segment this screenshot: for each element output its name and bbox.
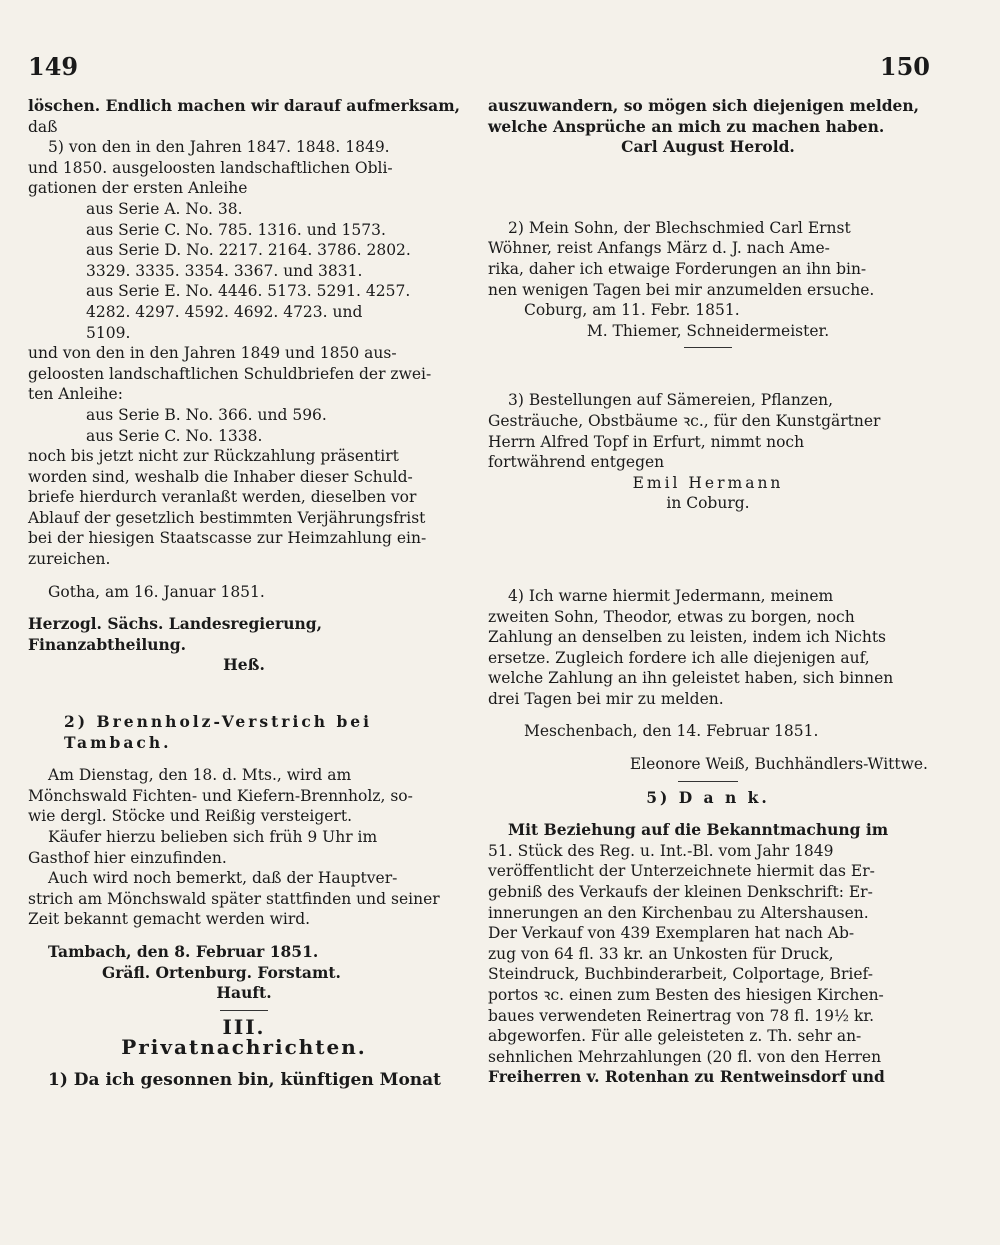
text-line: portos ꝛc. einen zum Besten des hiesigen Kirchen- — [488, 986, 884, 1004]
text-line: worden sind, weshalb die Inhaber dieser Schuld- — [28, 467, 413, 486]
signer-name: Heß. — [223, 655, 265, 675]
left-column — [28, 96, 460, 1091]
series-line: aus Serie A. No. 38. — [86, 199, 243, 218]
text-line: gationen der ersten Anleihe — [28, 179, 248, 198]
signer-name: M. Thiemer, Schneidermeister. — [586, 321, 830, 340]
text-line: Ablauf der gesetzlich bestimmten Verjährungsfrist — [28, 508, 426, 527]
text-line: fortwährend entgegen — [488, 453, 665, 472]
text-line: Gesträuche, Obstbäume ꝛc., für den Kunstgärtner — [488, 411, 881, 430]
page-number-right: 150 — [879, 52, 930, 81]
text-line: Zahlung an denselben zu leisten, indem ich Nichts — [488, 628, 887, 647]
text-line: Herrn Alfred Topf in Erfurt, nimmt noch — [488, 432, 805, 451]
text-line: briefe hierdurch veranlaßt werden, dieselben vor — [28, 488, 417, 507]
text-line: Steindruck, Buchbinderarbeit, Colportage, Brief- — [488, 965, 873, 984]
text-line: geloosten landschaftlichen Schuldbriefen der zwei- — [28, 364, 432, 383]
text-line: Wöhner, reist Anfangs März d. J. nach Ame- — [488, 239, 830, 258]
dateline: Coburg, am 11. Febr. 1851. — [524, 301, 740, 320]
series-line: 5109. — [86, 323, 131, 342]
text-line: wie dergl. Stöcke und Reißig versteigert. — [28, 807, 353, 826]
series-line: aus Serie E. No. 4446. 5173. 5291. 4257. — [86, 282, 411, 301]
text-line: sehnlichen Mehrzahlungen (20 fl. von den Herren — [488, 1047, 882, 1066]
dateline: Gotha, am 16. Januar 1851. — [48, 582, 265, 601]
text-line: innerungen an den Kirchenbau zu Altershausen. — [488, 903, 869, 922]
text-line: 3) Bestellungen auf Sämereien, Pflanzen, — [508, 391, 834, 410]
text-line: nen wenigen Tagen bei mir anzumelden ersuche. — [488, 280, 875, 299]
section-heading-number: III. — [222, 1014, 266, 1039]
text-line: löschen. Endlich machen wir darauf aufmerksam, — [28, 96, 460, 115]
text-line: Freiherren v. Rotenhan zu Rentweinsdorf und — [488, 1067, 885, 1087]
series-line: aus Serie D. No. 2217. 2164. 3786. 2802. — [86, 241, 411, 260]
section-title: 5) D a n k. — [646, 787, 770, 807]
text-line: bei der hiesigen Staatscasse zur Heimzahlung ein- — [28, 529, 427, 548]
text-line: 4) Ich warne hiermit Jedermann, meinem — [508, 586, 834, 605]
series-line: 4282. 4297. 4592. 4692. 4723. und — [86, 302, 363, 321]
text-line: und 1850. ausgeloosten landschaftlichen Obli- — [28, 158, 393, 177]
section-title: 2) Brennholz-Verstrich bei Tambach. — [64, 712, 373, 752]
section-heading-title: Privatnachrichten. — [121, 1035, 367, 1060]
divider — [684, 347, 732, 348]
signer-name: Hauft. — [216, 983, 272, 1003]
page-number-left: 149 — [28, 52, 79, 81]
text-line: rika, daher ich etwaige Forderungen an ihn bin- — [488, 259, 867, 278]
text-line: Gasthof hier einzufinden. — [28, 848, 227, 867]
series-line: aus Serie B. No. 366. und 596. — [86, 405, 327, 424]
text-line: strich am Mönchswald später stattfinden und seiner — [28, 889, 440, 908]
text-line: ersetze. Zugleich fordere ich alle diejenigen auf, — [488, 648, 870, 667]
text-line: auszuwandern, so mögen sich diejenigen melden, — [488, 96, 920, 115]
office-signature: Gräfl. Ortenburg. Forstamt. — [102, 962, 341, 982]
authority-signature: Herzogl. Sächs. Landesregierung, Finanzabtheilung. — [28, 614, 322, 654]
text-line: 51. Stück des Reg. u. Int.-Bl. vom Jahr 1849 — [488, 841, 834, 860]
text-line: zureichen. — [28, 550, 111, 569]
signer-name: Carl August Herold. — [621, 137, 795, 157]
text-line: Käufer hierzu belieben sich früh 9 Uhr im — [48, 828, 378, 846]
series-line: aus Serie C. No. 1338. — [86, 426, 263, 445]
text-line: Der Verkauf von 439 Exemplaren hat nach Ab- — [488, 924, 855, 943]
text-line: 2) Mein Sohn, der Blechschmied Carl Ernst — [508, 218, 851, 237]
text-line: 5) von den in den Jahren 1847. 1848. 1849. — [48, 138, 390, 157]
text-line: zweiten Sohn, Theodor, etwas zu borgen, noch — [488, 607, 855, 626]
text-line: Auch wird noch bemerkt, daß der Hauptver- — [48, 869, 398, 888]
text-line: drei Tagen bei mir zu melden. — [488, 689, 724, 708]
text-line: 1) Da ich gesonnen bin, künftigen Monat — [48, 1069, 442, 1090]
text-line: veröffentlicht der Unterzeichnete hiermit das Er- — [488, 862, 875, 881]
text-line: Zeit bekannt gemacht werden wird. — [28, 910, 311, 929]
text-line: welche Zahlung an ihn geleistet haben, sich binnen — [488, 669, 894, 688]
signer-place: in Coburg. — [666, 494, 750, 513]
text-line: ten Anleihe: — [28, 385, 123, 404]
series-line: 3329. 3335. 3354. 3367. und 3831. — [86, 261, 363, 280]
text-line: Mönchswald Fichten- und Kiefern-Brennholz, so- — [28, 786, 413, 805]
text-line: noch bis jetzt nicht zur Rückzahlung präsentirt — [28, 447, 399, 466]
right-column — [488, 96, 928, 1088]
text-line: Am Dienstag, den 18. d. Mts., wird am — [48, 766, 352, 785]
divider — [678, 781, 738, 782]
text-line: und von den in den Jahren 1849 und 1850 aus- — [28, 344, 397, 363]
text-line: daß — [28, 117, 58, 136]
divider — [220, 1010, 268, 1011]
dateline: Tambach, den 8. Februar 1851. — [48, 941, 319, 961]
text-line: gebniß des Verkaufs der kleinen Denkschrift: Er- — [488, 883, 873, 902]
text-line: zug von 64 fl. 33 kr. an Unkosten für Druck, — [488, 944, 834, 963]
signer-name: Emil Hermann — [632, 473, 784, 492]
text-line: welche Ansprüche an mich zu machen haben. — [488, 116, 885, 136]
text-line: baues verwendeten Reinertrag von 78 fl. 19½ kr. — [488, 1006, 875, 1025]
signer-name: Eleonore Weiß, Buchhändlers-Wittwe. — [629, 755, 928, 774]
series-line: aus Serie C. No. 785. 1316. und 1573. — [86, 220, 386, 239]
dateline: Meschenbach, den 14. Februar 1851. — [524, 722, 819, 741]
text-line: abgeworfen. Für alle geleisteten z. Th. sehr an- — [488, 1027, 862, 1046]
text-line: Mit Beziehung auf die Bekanntmachung im — [508, 820, 889, 840]
